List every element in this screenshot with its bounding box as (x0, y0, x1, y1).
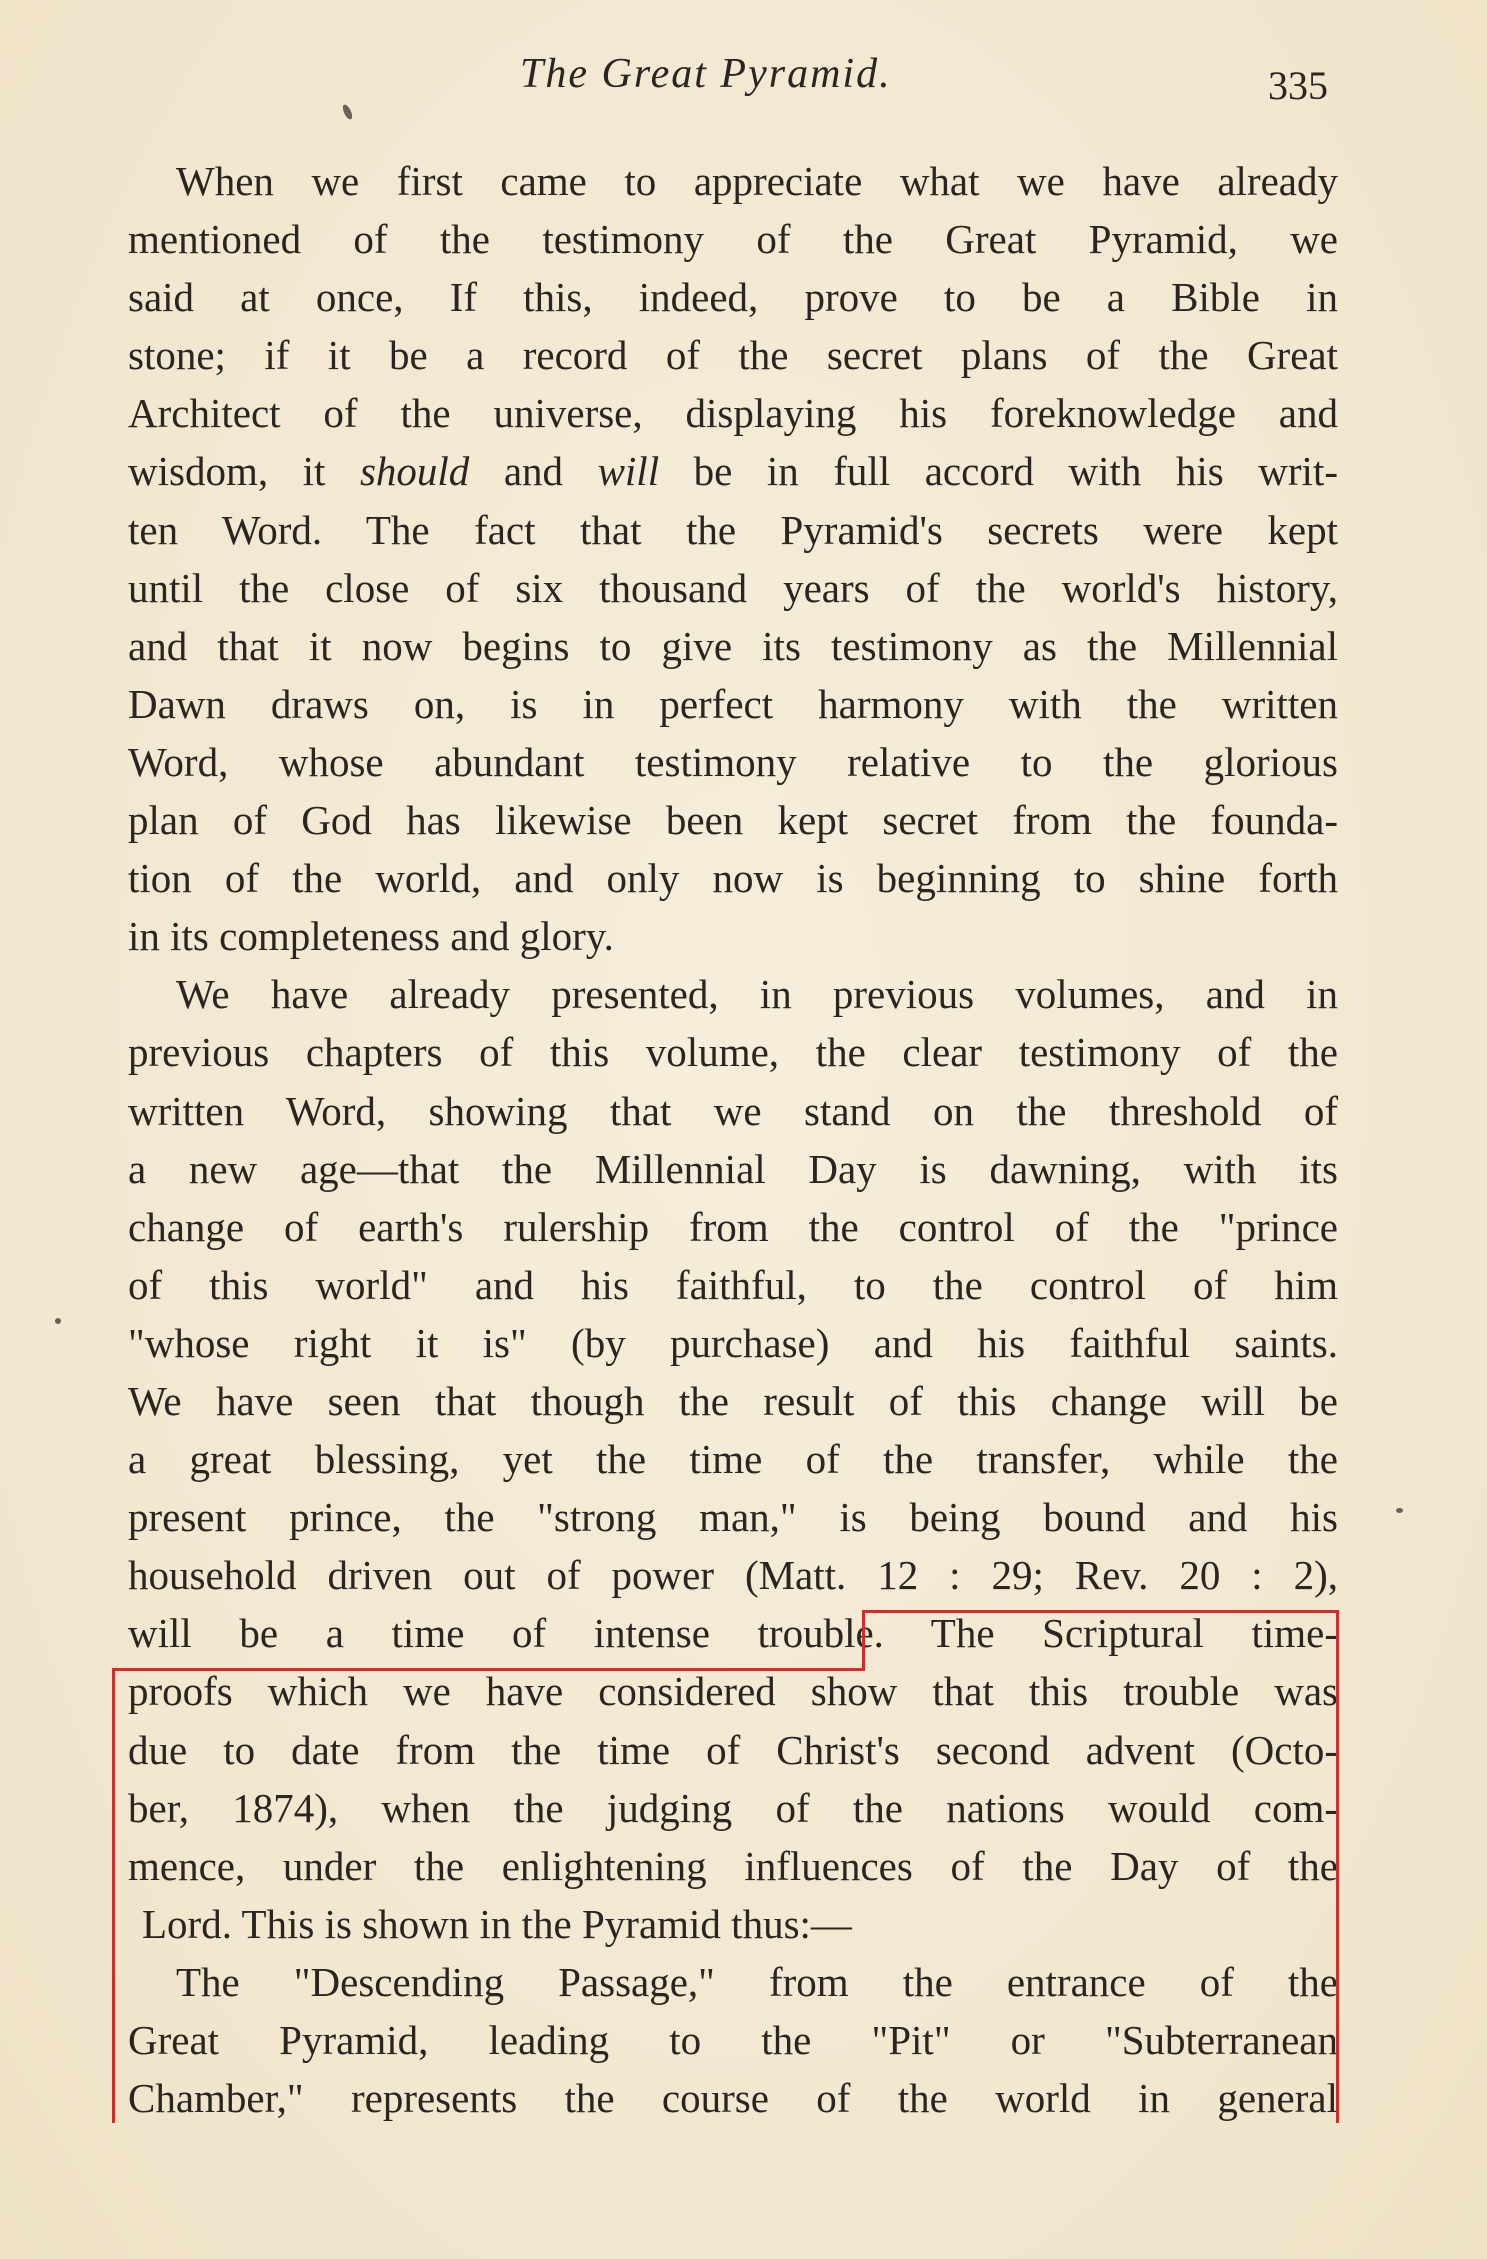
text-line: ten Word. The fact that the Pyramid's secrets were kept (128, 506, 1338, 553)
text-line: plan of God has likewise been kept secret from the founda- (128, 797, 1338, 844)
text-line: will be a time of intense trouble. The Scriptural time- (128, 1610, 1338, 1657)
text-line: tion of the world, and only now is beginning to shine forth (128, 855, 1338, 902)
text-line: We have seen that though the result of this change will be (128, 1377, 1338, 1424)
text-line: present prince, the "strong man," is being bound and his (128, 1494, 1338, 1541)
text-line: written Word, showing that we stand on the threshold of (128, 1087, 1338, 1134)
text-line: ber, 1874), when the judging of the nations would com- (128, 1784, 1338, 1831)
annotation-box-step-horizontal (112, 1668, 865, 1671)
ink-speck (1396, 1508, 1403, 1513)
text-line: Chamber," represents the course of the world in general (128, 2075, 1338, 2122)
text-line: We have already presented, in previous volumes, and in (176, 971, 1338, 1018)
text-line: a new age—that the Millennial Day is dawning, with its (128, 1145, 1338, 1192)
body-text (128, 152, 1338, 2127)
ink-speck (341, 103, 354, 120)
text-line: stone; if it be a record of the secret plans of the Great (128, 332, 1338, 379)
text-line: Dawn draws on, is in perfect harmony with the written (128, 680, 1338, 727)
text-line: a great blessing, yet the time of the transfer, while the (128, 1436, 1338, 1483)
text-line: and that it now begins to give its testimony as the Millennial (128, 622, 1338, 669)
text-line: in its completeness and glory. (128, 913, 614, 960)
text-line: change of earth's rulership from the control of the "prince (128, 1203, 1338, 1250)
text-line: household driven out of power (Matt. 12 : 29; Rev. 20 : 2), (128, 1552, 1338, 1599)
annotation-box-right-edge (1336, 1610, 1339, 2123)
text-line: due to date from the time of Christ's second advent (Octo- (128, 1726, 1338, 1773)
text-line: previous chapters of this volume, the clear testimony of the (128, 1029, 1338, 1076)
annotation-box-left-edge (112, 1668, 115, 2123)
text-line: until the close of six thousand years of the world's history, (128, 564, 1338, 611)
annotation-box-step-vertical (862, 1610, 865, 1668)
text-line: Great Pyramid, leading to the "Pit" or "Subterranean (128, 2017, 1338, 2063)
annotation-box-top-segment (862, 1610, 1338, 1613)
text-line: The "Descending Passage," from the entrance of the (176, 1958, 1338, 2005)
text-line: Word, whose abundant testimony relative to the glorious (128, 738, 1338, 785)
emphasis-will: will (597, 448, 660, 495)
text-line: Lord. This is shown in the Pyramid thus:— (142, 1900, 852, 1947)
text-line: mentioned of the testimony of the Great Pyramid, we (128, 216, 1338, 263)
text-line: "whose right it is" (by purchase) and his faithful saints. (128, 1319, 1338, 1366)
page-number: 335 (1268, 63, 1328, 108)
text-line: of this world" and his faithful, to the control of him (128, 1261, 1338, 1308)
running-head-title: The Great Pyramid. (520, 51, 892, 97)
ink-speck (55, 1318, 61, 1324)
text-line: said at once, If this, indeed, prove to be a Bible in (128, 274, 1338, 321)
text-line-with-emphasis: wisdom, it should and will be in full accord with his writ- (128, 448, 1338, 495)
text-line: proofs which we have considered show that this trouble was (128, 1668, 1338, 1715)
text-line: Architect of the universe, displaying his foreknowledge and (128, 390, 1338, 437)
text-line: When we first came to appreciate what we have already (176, 158, 1338, 204)
emphasis-should: should (359, 448, 470, 495)
text-line: mence, under the enlightening influences of the Day of the (128, 1842, 1338, 1889)
